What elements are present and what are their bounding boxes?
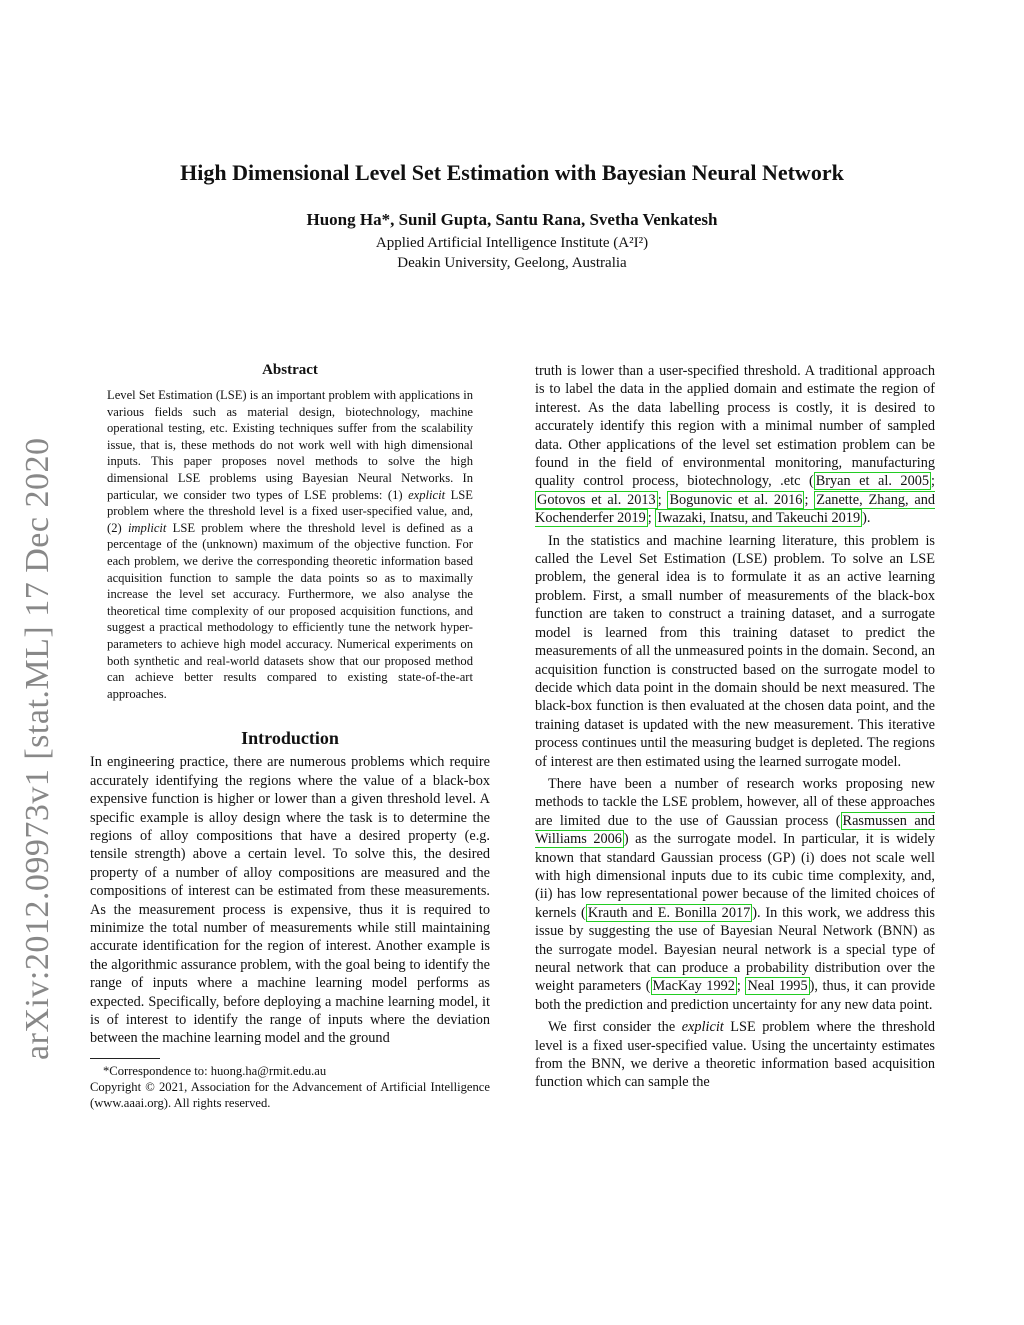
footnote-divider (90, 1058, 160, 1059)
citation-link[interactable]: Neal 1995 (747, 978, 808, 995)
abstract-heading: Abstract (262, 362, 318, 378)
footnote-copyright: Copyright © 2021, Association for the Advancement of Artificial Intelligence (www.aaai.org). All rights reserved. (90, 1079, 490, 1110)
affiliation-institute: Applied Artificial Intelligence Institute (A²I²) (375, 235, 649, 251)
citation-link[interactable]: MacKay 1992 (652, 978, 735, 995)
author-list: Huong Ha*, Sunil Gupta, Santu Rana, Svetha Venkatesh (306, 210, 718, 229)
introduction-heading: Introduction (241, 728, 339, 749)
citation-link[interactable]: Krauth and E. Bonilla 2017 (587, 904, 751, 921)
left-column (90, 362, 490, 1111)
intro-paragraph: In engineering practice, there are numerous problems which require accurately identifying the regions where the value of a black-box expensive function is higher or lower than a given threshold level. A specific example is alloy design where the task is to determine the regions of alloy compositions that have a desired property (e.g. tensile strength) above a certain level. To solve this, the desired property of a number of alloy compositions are measured and the compositions of interest can be estimated from these measurements. As the measurement process is expensive, thus it is required to minimize the total number of measurements while still maintaining accurate identification for the region of interest. Another example is the algorithmic assurance problem, with the goal being to identify the range of inputs where a machine learning model performs as expected. Specifically, before deploying a machine learning model, it is of interest to identify the range of inputs where the deviation between the machine learning model and the ground (90, 754, 490, 1047)
citation-link[interactable]: Gotovos et al. 2013 (537, 491, 656, 508)
right-column (535, 362, 935, 1092)
citation-link[interactable]: Rasmussen and Williams 2006 (535, 812, 935, 848)
paragraph-lse-problem: In the statistics and machine learning literature, this problem is called the Level Set Estimation (LSE) problem. To solve an LSE problem, the general idea is to formulate it as an active learning problem. First, a small number of measurements of the black-box function are taken to construct a training dataset, and a surrogate model is learned from this training dataset to predict the measurements of all the unmeasured points in the domain. Second, an acquisition function is constructed based on the surrogate model to decide which data point in the domain should be next measured. The black-box function is then evaluated at the chosen data point, and the training dataset is updated with the new measurement. This iterative process continues until the measuring budget is depleted. The regions of interest are then estimated using the learned surrogate model. (535, 532, 935, 770)
paragraph-applications: truth is lower than a user-specified threshold. A traditional approach is to label the data in the applied domain and estimate the region of interest. As the data labelling process is costly, it is desired to accurately identify this region with a minimal number of sampled data. Other applications of the level set estimation problem can be found in the field of environmental monitoring, manufacturing quality control process, biotechnology, .etc ( Bryan et al. 2005 ; Gotovos et al. 2013 ; Bogunovic et al. 2016 ; Zanette, Zhang, and Kochenderfer 2019 ; Iwazaki, Inatsu, and Takeuchi 2019 ). (535, 363, 936, 527)
arxiv-identifier: arXiv:2012.09973v1 [stat.ML] 17 Dec 2020 (19, 437, 56, 1060)
paper-title: High Dimensional Level Set Estimation with Bayesian Neural Network (180, 160, 844, 185)
abstract-body: Level Set Estimation (LSE) is an important problem with applications in various fields such as material design, biotechnology, machine operational testing, etc. Existing techniques suffer from the scalability issue, that is, these methods do not work well with high dimensional inputs. This paper proposes novel methods to solve the high dimensional LSE problems using Bayesian Neural Networks. In particular, we consider two types of LSE problems: (1) explicit LSE problem where the threshold level is a fixed user-specified value, and, (2) implicit LSE problem where the threshold level is defined as a percentage of the (unknown) maximum of the objective function. For each problem, we derive the corresponding theoretic information based acquisition function to sample the data points so as to maximally increase the level set accuracy. Furthermore, we also analyse the theoretical time complexity of our proposed acquisition functions, and suggest a practical methodology to efficiently tune the network hyper-parameters to achieve high model accuracy. Numerical experiments on both synthetic and real-world datasets show that our proposed method can achieve better results compared to existing state-of-the-art approaches. (107, 388, 474, 701)
paragraph-gaussian-process: There have been a number of research works proposing new methods to tackle the LSE problem, however, all of these approaches are limited due to the use of Gaussian process ( Rasmussen and Williams 2006 ) as the surrogate model. In particular, it is widely known that standard Gaussian process (GP) (i) does not scale well with high dimensional inputs due to its cubic time complexity, and, (ii) has low representational power because of the limited choices of kernels ( Krauth and E. Bonilla 2017 ). In this work, we address this issue by suggesting the use of Bayesian Neural Network (BNN) as the surrogate model. Bayesian neural network is a special type of neural network that can produce a probability distribution over the weight parameters ( MacKay 1992 ; Neal 1995 ), thus, it can provide both the prediction and prediction uncertainty for any new data point. (535, 775, 936, 1013)
citation-link[interactable]: Bryan et al. 2005 (815, 473, 930, 490)
footnote-correspondence: *Correspondence to: huong.ha@rmit.edu.au (103, 1063, 327, 1078)
citation-link[interactable]: Iwazaki, Inatsu, and Takeuchi 2019 (657, 510, 861, 527)
citation-link[interactable]: Zanette, Zhang, and Kochenderfer 2019 (535, 491, 936, 527)
citation-link[interactable]: Bogunovic et al. 2016 (669, 491, 803, 508)
affiliation-university: Deakin University, Geelong, Australia (397, 255, 627, 271)
paragraph-explicit-lse: We first consider the explicit LSE problem where the threshold level is a fixed user-specified value. Using the uncertainty estimates from the BNN, we derive a theoretic information based acquisition function which can sample the (535, 1019, 935, 1091)
